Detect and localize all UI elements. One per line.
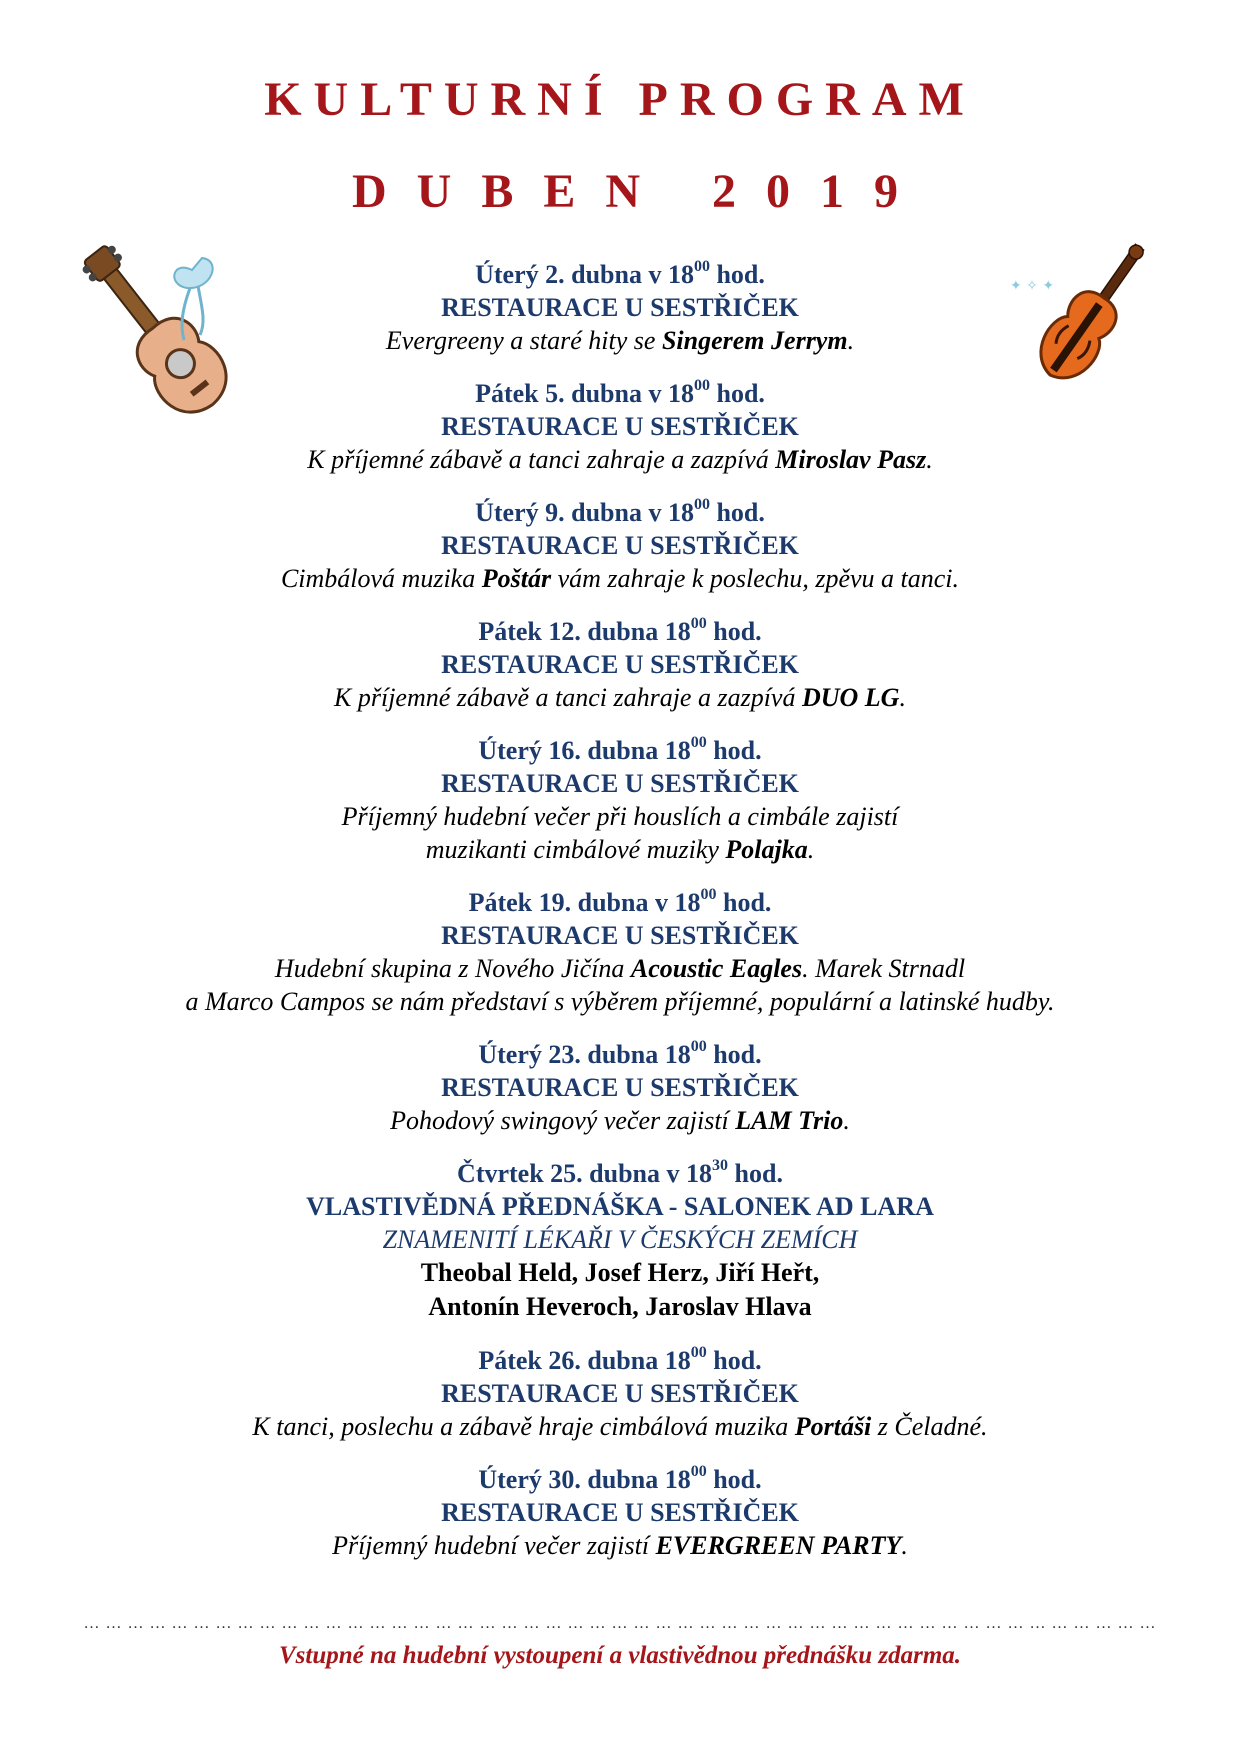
description-text: . (847, 326, 855, 355)
event-time-minutes: 00 (693, 377, 710, 395)
description-text: z Čeladné. (871, 1412, 988, 1441)
event-time-minutes: 00 (690, 1038, 707, 1056)
lecture-names: Theobal Held, Josef Herz, Jiří Heřt, (420, 1258, 820, 1287)
event-date-suffix: hod. (706, 736, 762, 765)
event-date-text: Čtvrtek 25. dubna v 18 (457, 1159, 713, 1188)
event-date-text: Pátek 19. dubna v 18 (468, 888, 701, 917)
event-date-text: Úterý 9. dubna v 18 (475, 498, 694, 527)
event-description (0, 952, 1240, 985)
description-text: vám zahraje k poslechu, zpěvu a tanci. (551, 564, 960, 593)
event-block (0, 886, 1240, 1018)
event-block (0, 1038, 1240, 1137)
event-date-suffix: hod. (709, 379, 765, 408)
event-date-suffix: hod. (716, 888, 772, 917)
event-block (0, 1463, 1240, 1562)
description-text: . (843, 1106, 850, 1135)
event-date (0, 615, 1240, 648)
event-block (0, 258, 1240, 357)
event-date-suffix: hod. (706, 1465, 762, 1494)
performer-name: Poštár (481, 564, 552, 593)
description-text: K tanci, poslechu a zábavě hraje cimbálová muzika (252, 1412, 795, 1441)
event-venue: RESTAURACE U SESTŘIČEK (441, 531, 799, 560)
description-text: . Marek Strnadl (802, 954, 966, 983)
event-description (0, 443, 1240, 476)
event-date-suffix: hod. (709, 498, 765, 527)
event-date-suffix: hod. (728, 1159, 783, 1188)
event-venue: VLASTIVĚDNÁ PŘEDNÁŠKA - SALONEK AD LARA (306, 1192, 934, 1221)
event-block (0, 1344, 1240, 1443)
admission-note: Vstupné na hudební vystoupení a vlastivědnou přednášku zdarma. (278, 1642, 962, 1669)
event-block (0, 734, 1240, 866)
event-description (0, 681, 1240, 714)
description-text: . (901, 1531, 908, 1560)
performer-name: Acoustic Eagles (630, 954, 803, 983)
description-text: . (807, 835, 815, 864)
event-description (0, 985, 1240, 1018)
event-block (0, 496, 1240, 595)
event-date (0, 734, 1240, 767)
svg-text:✦ ✧ ✦: ✦ ✧ ✦ (1010, 278, 1055, 294)
event-venue: RESTAURACE U SESTŘIČEK (441, 1379, 799, 1408)
event-date-suffix: hod. (709, 260, 765, 289)
description-text: K příjemné zábavě a tanci zahraje a zazpívá (307, 445, 776, 474)
performer-name: Polajka (725, 835, 808, 864)
event-date (0, 1157, 1240, 1190)
performer-name: EVERGREEN PARTY (655, 1531, 902, 1560)
event-description (0, 1410, 1240, 1443)
event-date-suffix: hod. (706, 1346, 762, 1375)
event-venue: RESTAURACE U SESTŘIČEK (441, 412, 799, 441)
event-date (0, 258, 1240, 291)
event-venue: RESTAURACE U SESTŘIČEK (441, 293, 799, 322)
event-date (0, 496, 1240, 529)
event-time-minutes: 00 (690, 1344, 707, 1362)
event-description (0, 1104, 1240, 1137)
event-time-minutes: 00 (690, 615, 707, 633)
description-text: . (926, 445, 933, 474)
lecture-names: Antonín Heveroch, Jaroslav Hlava (428, 1292, 812, 1321)
event-date-text: Pátek 26. dubna 18 (478, 1346, 691, 1375)
event-block (0, 615, 1240, 714)
event-venue: RESTAURACE U SESTŘIČEK (441, 769, 799, 798)
event-time-minutes: 00 (700, 886, 717, 904)
event-block (0, 377, 1240, 476)
event-date-text: Pátek 12. dubna 18 (478, 617, 691, 646)
event-date (0, 886, 1240, 919)
event-venue: RESTAURACE U SESTŘIČEK (441, 650, 799, 679)
event-date-text: Úterý 2. dubna v 18 (475, 260, 694, 289)
description-text: Hudební skupina z Nového Jičína (274, 954, 631, 983)
event-description (0, 1529, 1240, 1562)
event-description (0, 324, 1240, 357)
event-date-text: Úterý 16. dubna 18 (478, 736, 691, 765)
event-list (0, 258, 1240, 1582)
event-venue: RESTAURACE U SESTŘIČEK (441, 1073, 799, 1102)
dotted-separator: … … … … … … … … … … … … … … … … … … … … … … … … … … … … … … … … … … … … … … … … … … … … … … … … … (83, 1615, 1157, 1632)
description-text: Evergreeny a staré hity se (385, 326, 662, 355)
event-date (0, 377, 1240, 410)
event-time-minutes: 00 (693, 258, 710, 276)
performer-name: Singerem Jerrym (661, 326, 848, 355)
event-date-text: Pátek 5. dubna v 18 (475, 379, 694, 408)
event-date (0, 1344, 1240, 1377)
description-text: . (899, 683, 906, 712)
event-block (0, 1157, 1240, 1324)
description-text: Cimbálová muzika (280, 564, 482, 593)
description-text: Příjemný hudební večer zajistí (332, 1531, 656, 1560)
description-text: K příjemné zábavě a tanci zahraje a zazpívá (334, 683, 802, 712)
event-date (0, 1463, 1240, 1496)
performer-name: DUO LG (801, 683, 900, 712)
description-text: Příjemný hudební večer při houslích a cimbále zajistí (341, 802, 899, 831)
description-text: muzikanti cimbálové muziky (425, 835, 726, 864)
event-time-minutes: 00 (690, 734, 707, 752)
event-venue: RESTAURACE U SESTŘIČEK (441, 921, 799, 950)
lecture-title: ZNAMENITÍ LÉKAŘI V ČESKÝCH ZEMÍCH (382, 1225, 858, 1254)
event-description (0, 800, 1240, 833)
page-title: KULTURNÍ PROGRAM (264, 73, 976, 126)
event-date-text: Úterý 30. dubna 18 (478, 1465, 691, 1494)
event-date-suffix: hod. (706, 1040, 762, 1069)
event-date (0, 1038, 1240, 1071)
event-venue: RESTAURACE U SESTŘIČEK (441, 1498, 799, 1527)
event-date-suffix: hod. (706, 617, 762, 646)
event-description (0, 833, 1240, 866)
event-description (0, 562, 1240, 595)
month-title: DUBEN 2019 (351, 165, 929, 218)
event-time-minutes: 00 (690, 1463, 707, 1481)
performer-name: LAM Trio (735, 1106, 844, 1135)
description-text: Pohodový swingový večer zajistí (390, 1106, 736, 1135)
performer-name: Miroslav Pasz (775, 445, 927, 474)
event-time-minutes: 30 (712, 1157, 729, 1175)
event-time-minutes: 00 (693, 496, 710, 514)
performer-name: Portáši (794, 1412, 872, 1441)
description-text: a Marco Campos se nám představí s výběrem příjemné, populární a latinské hudby. (185, 987, 1055, 1016)
event-date-text: Úterý 23. dubna 18 (478, 1040, 691, 1069)
